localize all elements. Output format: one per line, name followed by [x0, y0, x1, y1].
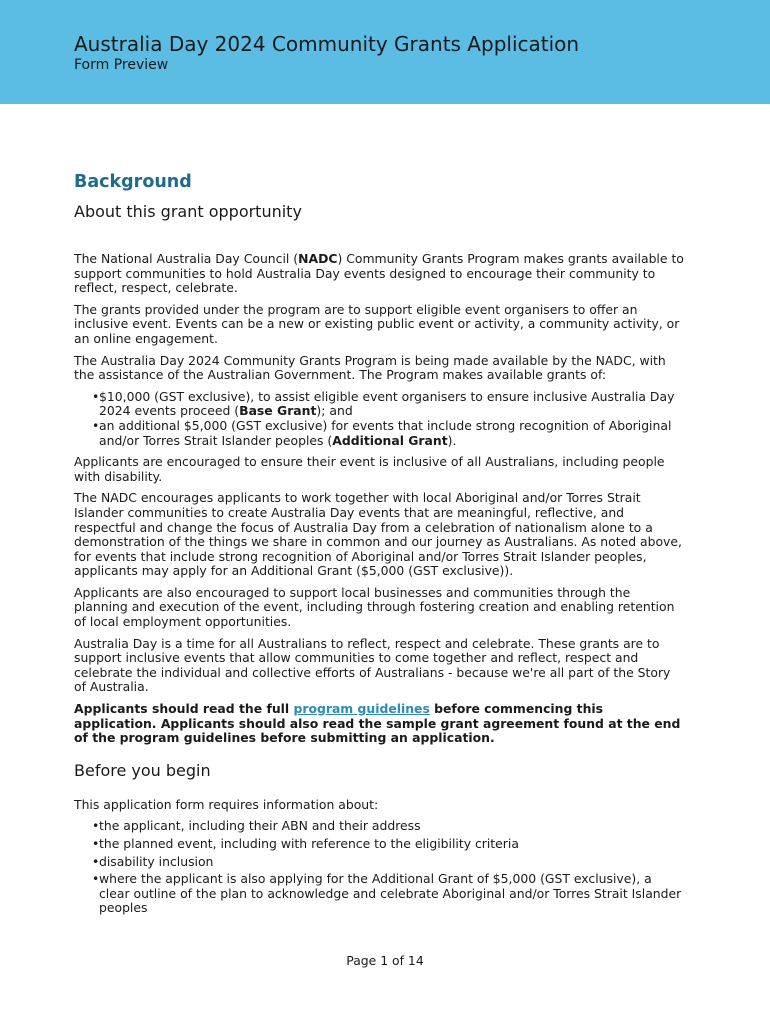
page-number: Page 1 of 14 [346, 953, 424, 968]
list-item [74, 390, 684, 419]
bullet-icon: • [92, 871, 100, 887]
list-item [74, 837, 684, 852]
list-item-text: disability inclusion [99, 853, 214, 869]
main-content [74, 170, 684, 923]
list-item [74, 855, 684, 870]
list-item [74, 872, 684, 916]
list-item-text: the planned event, including with reference to the eligibility criteria [99, 836, 519, 851]
notice-read-guidelines [74, 702, 684, 746]
list-item-text: where the applicant is also applying for the Additional Grant of $5,000 (GST exclusive), a clear outline of the plan to acknowledge and celebrate Aboriginal and/or Torres Strait Islander peoples [99, 871, 682, 916]
requirements-list [74, 819, 684, 916]
form-subtitle: Form Preview [74, 57, 169, 73]
program-guidelines-link[interactable]: program guidelines [293, 701, 430, 717]
form-title: Australia Day 2024 Community Grants Application [74, 32, 580, 56]
paragraph-grants-purpose: The grants provided under the program are to support eligible event organisers to offer an inclusive event. Events can be a new or existing public event or activity, a community activity, or an online engagement. [74, 301, 680, 346]
bold-text-base-grant: Base Grant [239, 403, 317, 419]
text-segment: ). [447, 432, 457, 448]
bullet-icon: • [92, 818, 100, 834]
paragraph-nadc-intro [74, 252, 684, 296]
section-heading-background: Background [74, 172, 192, 192]
text-segment: ) Community Grants Program makes grants available to support communities to hold Australia Day events designed to encourage their community to reflect, respect, celebrate. [74, 251, 684, 296]
text-segment: ); and [316, 403, 353, 419]
bullet-icon: • [92, 836, 100, 851]
list-item-text: the applicant, including their ABN and their address [99, 818, 421, 834]
bold-text-additional-grant: Additional Grant [332, 432, 448, 448]
paragraph-collaboration: The NADC encourages applicants to work together with local Aboriginal and/or Torres Strait Islander communities to create Australia Day events that are meaningful, reflective, and respectful and change the focus of Australia Day from a celebration of nationalism alone to a demonstration of the things we share in common and our journey as Australians. As noted above, for events that include strong recognition of Aboriginal and/or Torres Strait Islander peoples, applicants may apply for an Additional Grant ($5,000 (GST exclusive)). [74, 490, 682, 579]
subheading-before-you-begin: Before you begin [74, 760, 211, 780]
subheading-about-grant: About this grant opportunity [74, 202, 302, 221]
bullet-icon: • [92, 853, 100, 869]
bullet-icon: • [92, 388, 100, 404]
list-item [74, 819, 684, 834]
paragraph-inclusive: Applicants are encouraged to ensure their event is inclusive of all Australians, including people with disability. [74, 454, 665, 484]
grant-amounts-list [74, 390, 684, 448]
list-item [74, 419, 684, 448]
text-segment: The National Australia Day Council ( [74, 251, 299, 266]
bullet-icon: • [92, 417, 100, 433]
paragraph-requirements-intro: This application form requires information about: [74, 796, 379, 812]
header-banner [0, 0, 770, 104]
paragraph-australia-day: Australia Day is a time for all Australians to reflect, respect and celebrate. These grants are to support inclusive events that allow communities to come together and reflect, respect and celebrate the individual and collective efforts of Australians - because we're all part of the Story of Australia. [74, 635, 671, 695]
bold-text-nadc: NADC [298, 251, 338, 266]
text-segment: an additional $5,000 (GST exclusive) for events that include strong recognition of Aboriginal and/or Torres Strait Islander peoples ( [99, 417, 672, 448]
paragraph-local-business: Applicants are also encouraged to support local businesses and communities through the planning and execution of the event, including through fostering creation and enabling retention of local employment opportunities. [74, 584, 675, 630]
text-segment: Applicants should read the full [74, 701, 294, 717]
text-segment: $10,000 (GST exclusive), to assist eligible event organisers to ensure inclusive Australia Day 2024 events proceed ( [99, 388, 675, 419]
text-segment: before commencing this application. Applicants should also read the sample grant agreement found at the end of the program guidelines before submitting an application. [74, 701, 681, 746]
paragraph-program-grants: The Australia Day 2024 Community Grants Program is being made available by the NADC, with the assistance of the Australian Government. The Program makes available grants of: [74, 352, 666, 383]
